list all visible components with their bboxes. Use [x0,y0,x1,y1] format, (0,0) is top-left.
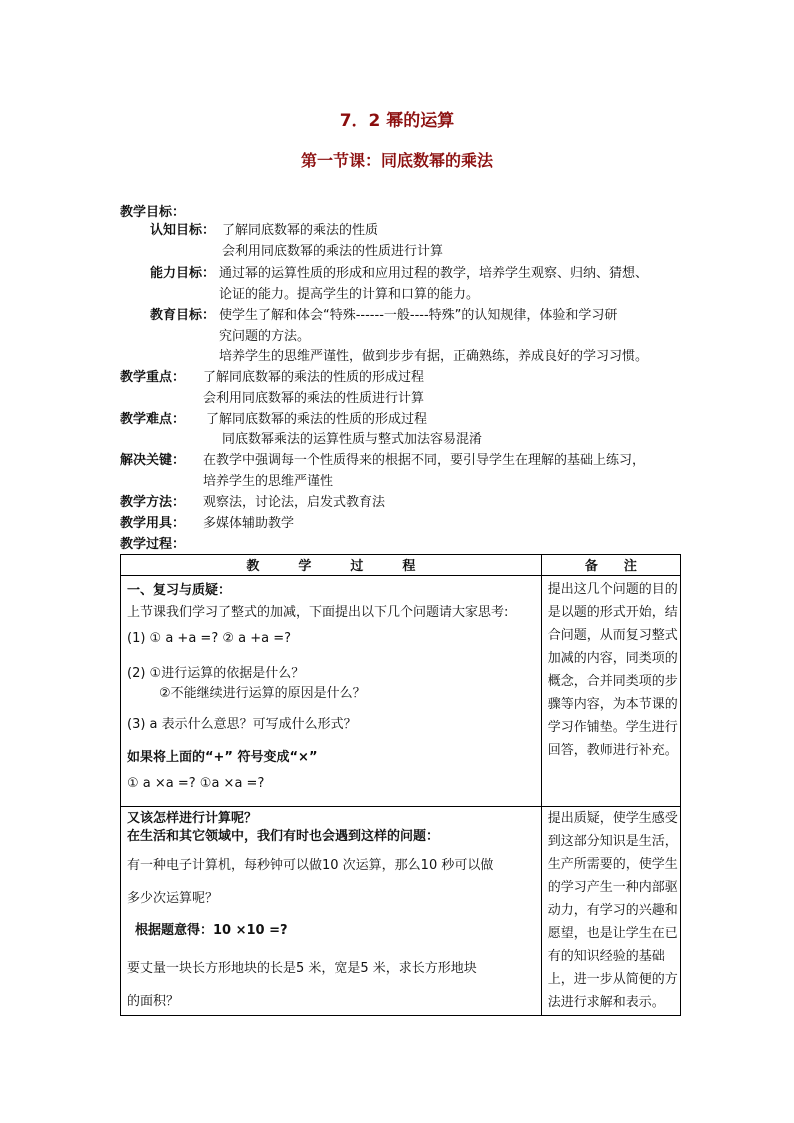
process-label: 教学过程： [120,537,186,552]
header-notes: 备 注 [541,555,680,576]
question-2b: ②不能继续进行运算的原因是什么？ [159,686,366,701]
key-points-label: 教学重点： [120,370,186,385]
solution-line-2: 培养学生的思维严谨性 [203,474,334,489]
ask-line-2: 在生活和其它领域中，我们有时也会遇到这样的问题： [127,829,440,844]
page-title: 7．2 幂的运算 [339,111,455,131]
solution-label: 解决关键： [120,453,186,468]
question-1: (1) ① a +a =? ② a +a =? [127,631,292,646]
objectives-heading: 教学目标： [120,205,186,220]
header-process: 教 学 过 程 [121,555,542,576]
notes-problems-text: 提出质疑，使学生感受到这部分知识是生活，生产所需要的，使学生的学习产生一种内部驱动力，有学习的兴趣和愿望，也是让学生在已有的知识经验的基础上，进一步从简便的方法进行求解和表示。 [547,811,678,1010]
ability-line-2: 论证的能力。提高学生的计算和口算的能力。 [219,287,480,302]
change-symbol-text: 如果将上面的“+” 符号变成“×” [127,750,318,765]
question-2a: (2) ①进行运算的依据是什么？ [127,666,305,681]
difficulties-line-2: 同底数幂乘法的运算性质与整式加法容易混淆 [222,432,483,447]
education-line-1: 使学生了解和体会“特殊------一般----特殊”的认知规律，体验和学习研 [219,308,618,323]
process-table [120,554,681,1016]
ability-line-1: 通过幂的运算性质的形成和应用过程的教学，培养学生观察、归纳、猜想、 [219,266,649,281]
cognitive-line-2: 会利用同底数幂的乘法的性质进行计算 [222,244,444,259]
table-header-row [121,555,681,576]
education-line-2: 究问题的方法。 [219,329,311,344]
solve-line: 根据题意得：10 ×10 =? [135,923,288,938]
page-subtitle: 第一节课：同底数幂的乘法 [300,151,493,170]
education-label: 教育目标： [150,308,216,323]
key-points-line-1: 了解同底数幂的乘法的性质的形成过程 [203,370,425,385]
education-line-3: 培养学生的思维严谨性，做到步步有据，正确熟练，养成良好的学习习惯。 [219,349,649,364]
difficulties-label: 教学难点： [120,412,186,427]
table-row [121,807,681,1016]
key-points-line-2: 会利用同底数幂的乘法的性质进行计算 [203,391,425,406]
difficulties-line-1: 了解同底数幂的乘法的性质的形成过程 [206,412,428,427]
question-4: ① a ×a =? ①a ×a =? [127,776,265,791]
process-cell-review [121,576,542,807]
method-label: 教学方法： [120,495,186,510]
problem-1-line-2: 多少次运算呢？ [127,891,219,906]
cognitive-label: 认知目标： [150,223,216,238]
question-3: (3) a 表示什么意思？可写成什么形式？ [127,717,357,732]
review-intro: 上节课我们学习了整式的加减，下面提出以下几个问题请大家思考: [127,605,509,620]
tools-value: 多媒体辅助教学 [203,516,295,531]
method-value: 观察法，讨论法，启发式教育法 [203,495,386,510]
problem-2-line-2: 的面积？ [127,994,180,1009]
ability-label: 能力目标： [150,266,216,281]
table-row [121,576,681,807]
tools-label: 教学用具： [120,516,186,531]
notes-review-text: 提出这几个问题的目的是以题的形式开始，结合问题，从而复习整式加减的内容，同类项的概念，合并同类项的步骤等内容，为本节课的学习作铺垫。学生进行回答，教师进行补充。 [547,582,678,758]
cognitive-line-1: 了解同底数幂的乘法的性质 [222,223,379,238]
ask-line-1: 又该怎样进行计算呢？ [127,811,258,826]
notes-cell-review [541,576,680,807]
notes-cell-problems [541,807,680,1016]
process-cell-problems [121,807,542,1016]
problem-2-line-1: 要丈量一块长方形地块的长是5 米，宽是5 米，求长方形地块 [127,961,477,976]
solution-line-1: 在教学中强调每一个性质得来的根据不同，要引导学生在理解的基础上练习， [203,453,646,468]
review-heading: 一、复习与质疑： [127,583,232,598]
problem-1-line-1: 有一种电子计算机，每秒钟可以做10 次运算，那么10 秒可以做 [127,858,494,873]
